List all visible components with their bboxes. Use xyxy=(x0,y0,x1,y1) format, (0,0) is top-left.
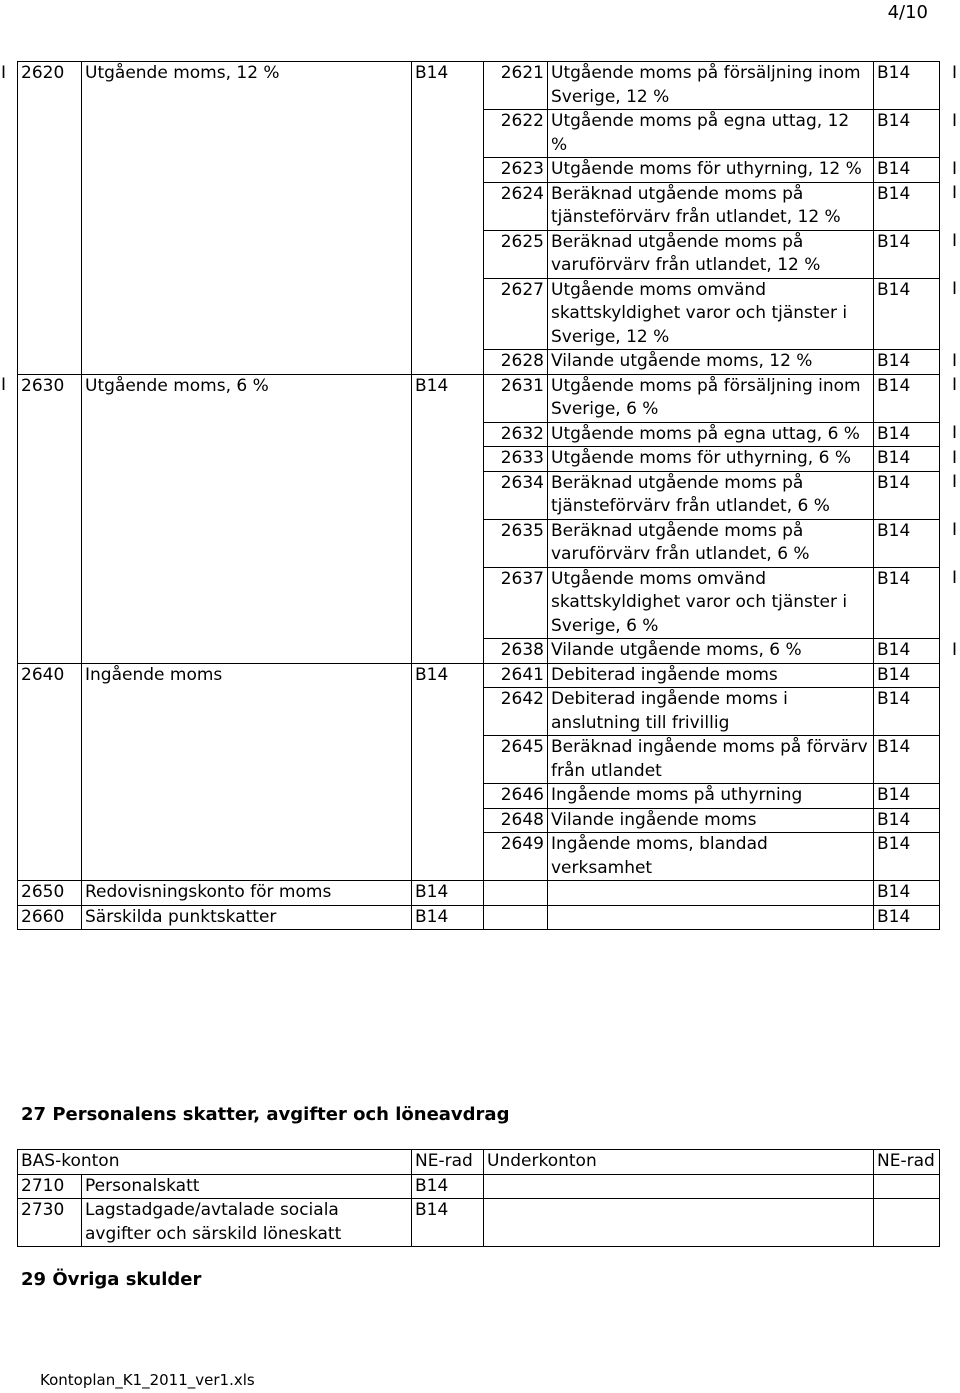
section-29-heading: 29 Övriga skulder xyxy=(21,1269,202,1290)
account-name: Särskilda punktskatter xyxy=(82,905,412,930)
sub-account-code: 2624 xyxy=(484,182,548,230)
account-name: Utgående moms, 6 % xyxy=(82,374,412,663)
sub-account-code: 2638 xyxy=(484,639,548,664)
sub-account-code: 2632 xyxy=(484,422,548,447)
sub-account-code xyxy=(484,881,548,906)
sub-ne-row: B14 xyxy=(874,833,940,881)
account-code: 2660 xyxy=(18,905,82,930)
flag-marker: I xyxy=(952,520,958,540)
account-name: Personalskatt xyxy=(82,1174,412,1199)
sub-ne-row: B14 xyxy=(874,663,940,688)
sub-account-code: 2627 xyxy=(484,278,548,350)
ne-rad-header-2: NE-rad xyxy=(874,1150,940,1175)
footer-filename: Kontoplan_K1_2011_ver1.xls xyxy=(40,1371,255,1389)
sub-ne-row: B14 xyxy=(874,905,940,930)
sub-ne-row: B14 xyxy=(874,881,940,906)
sub-account-name: Ingående moms på uthyrning xyxy=(548,784,874,809)
section-27-table xyxy=(17,1149,940,1247)
group-marker: I xyxy=(1,62,7,83)
sub-account-name: Utgående moms på försäljning inom Sverige, 6 % xyxy=(548,374,874,422)
account-code: 2620 xyxy=(18,62,82,375)
flag-marker: I xyxy=(952,350,958,371)
flag-marker: I xyxy=(952,375,958,395)
sub-ne-row: B14 xyxy=(874,110,940,158)
sub-account-code: 2628 xyxy=(484,350,548,375)
sub-ne-row: B14 xyxy=(874,784,940,809)
account-code: 2640 xyxy=(18,663,82,881)
sub-account-name: Debiterad ingående moms i anslutning till frivillig xyxy=(548,688,874,736)
sub-account-name xyxy=(548,881,874,906)
sub-ne-row: B14 xyxy=(874,230,940,278)
group-marker: I xyxy=(1,375,7,395)
ne-row: B14 xyxy=(412,881,484,906)
sub-account-code: 2646 xyxy=(484,784,548,809)
ne-rad-header: NE-rad xyxy=(412,1150,484,1175)
flag-marker: I xyxy=(952,423,958,443)
sub-account-code: 2645 xyxy=(484,736,548,784)
flag-marker: I xyxy=(952,62,958,83)
sub-account-name: Utgående moms för uthyrning, 12 % xyxy=(548,158,874,183)
sub-account-name: Beräknad ingående moms på förvärv från utlandet xyxy=(548,736,874,784)
sub-ne-row: B14 xyxy=(874,447,940,472)
sub-account-name: Beräknad utgående moms på varuförvärv från utlandet, 6 % xyxy=(548,519,874,567)
sub-account-code xyxy=(484,905,548,930)
sub-account-name: Vilande utgående moms, 6 % xyxy=(548,639,874,664)
sub-account-name: Beräknad utgående moms på tjänsteförvärv från utlandet, 12 % xyxy=(548,182,874,230)
sub-account-code: 2634 xyxy=(484,471,548,519)
account-code: 2630 xyxy=(18,374,82,663)
sub-account-code: 2641 xyxy=(484,663,548,688)
sub-account-code: 2625 xyxy=(484,230,548,278)
sub-ne-row: B14 xyxy=(874,808,940,833)
account-code: 2650 xyxy=(18,881,82,906)
sub-ne-row: B14 xyxy=(874,62,940,110)
section-27-heading: 27 Personalens skatter, avgifter och löneavdrag xyxy=(21,1104,510,1125)
flag-marker: I xyxy=(952,110,958,131)
sub-ne-row: B14 xyxy=(874,350,940,375)
sub-account-name: Utgående moms omvänd skattskyldighet varor och tjänster i Sverige, 6 % xyxy=(548,567,874,639)
flag-marker: I xyxy=(952,183,958,203)
flag-marker: I xyxy=(952,279,958,299)
sub-account-code: 2623 xyxy=(484,158,548,183)
flag-marker: I xyxy=(952,447,958,468)
ne-row: B14 xyxy=(412,1174,484,1199)
flag-marker: I xyxy=(952,568,958,588)
account-group-row xyxy=(18,663,940,688)
sub-account-name: Vilande utgående moms, 12 % xyxy=(548,350,874,375)
sub-ne-row: B14 xyxy=(874,182,940,230)
account-name: Utgående moms, 12 % xyxy=(82,62,412,375)
ne-row: B14 xyxy=(412,374,484,663)
sub-account-name: Ingående moms, blandad verksamhet xyxy=(548,833,874,881)
sub-account-name: Utgående moms för uthyrning, 6 % xyxy=(548,447,874,472)
sub-ne-row: B14 xyxy=(874,422,940,447)
sub-account-name: Utgående moms på försäljning inom Sverige, 12 % xyxy=(548,62,874,110)
page-number: 4/10 xyxy=(887,2,928,23)
account-group-row xyxy=(18,374,940,422)
sub-account-code: 2649 xyxy=(484,833,548,881)
sub-account-name: Beräknad utgående moms på varuförvärv från utlandet, 12 % xyxy=(548,230,874,278)
section-27-header-row xyxy=(18,1150,940,1175)
sub-ne-row: B14 xyxy=(874,158,940,183)
sub-ne-row: B14 xyxy=(874,519,940,567)
sub-account-code: 2621 xyxy=(484,62,548,110)
account-group-row xyxy=(18,62,940,110)
account-name: Redovisningskonto för moms xyxy=(82,881,412,906)
sub-ne-row: B14 xyxy=(874,567,940,639)
sub-ne-row: B14 xyxy=(874,736,940,784)
sub-account-code: 2635 xyxy=(484,519,548,567)
sub-account-code: 2622 xyxy=(484,110,548,158)
sub-account-code: 2637 xyxy=(484,567,548,639)
flag-marker: I xyxy=(952,472,958,492)
sub-account-name xyxy=(548,905,874,930)
flag-marker: I xyxy=(952,231,958,251)
sub-account-code: 2631 xyxy=(484,374,548,422)
sub-account-name: Utgående moms på egna uttag, 6 % xyxy=(548,422,874,447)
sub-ne-row: B14 xyxy=(874,688,940,736)
account-table xyxy=(17,61,940,930)
sub-account-name: Debiterad ingående moms xyxy=(548,663,874,688)
bas-konton-header: BAS-konton xyxy=(18,1150,412,1175)
sub-account-code: 2648 xyxy=(484,808,548,833)
account-name: Ingående moms xyxy=(82,663,412,881)
sub-account-code: 2642 xyxy=(484,688,548,736)
sub-ne-row: B14 xyxy=(874,639,940,664)
ne-row: B14 xyxy=(412,62,484,375)
account-code: 2730 xyxy=(18,1199,82,1247)
account-group-row xyxy=(18,905,940,930)
ne-row: B14 xyxy=(412,663,484,881)
sub-account-name: Vilande ingående moms xyxy=(548,808,874,833)
account-name: Lagstadgade/avtalade sociala avgifter och särskild löneskatt xyxy=(82,1199,412,1247)
ne-row: B14 xyxy=(412,905,484,930)
underkonton-header: Underkonton xyxy=(484,1150,874,1175)
table-row xyxy=(18,1199,940,1247)
sub-account-name: Utgående moms omvänd skattskyldighet varor och tjänster i Sverige, 12 % xyxy=(548,278,874,350)
account-group-row xyxy=(18,881,940,906)
table-row xyxy=(18,1174,940,1199)
sub-account-code: 2633 xyxy=(484,447,548,472)
flag-marker: I xyxy=(952,158,958,179)
sub-account-name: Utgående moms på egna uttag, 12 % xyxy=(548,110,874,158)
account-code: 2710 xyxy=(18,1174,82,1199)
sub-ne-row: B14 xyxy=(874,471,940,519)
sub-account-name: Beräknad utgående moms på tjänsteförvärv från utlandet, 6 % xyxy=(548,471,874,519)
flag-marker: I xyxy=(952,639,958,660)
sub-ne-row: B14 xyxy=(874,278,940,350)
ne-row: B14 xyxy=(412,1199,484,1247)
sub-ne-row: B14 xyxy=(874,374,940,422)
